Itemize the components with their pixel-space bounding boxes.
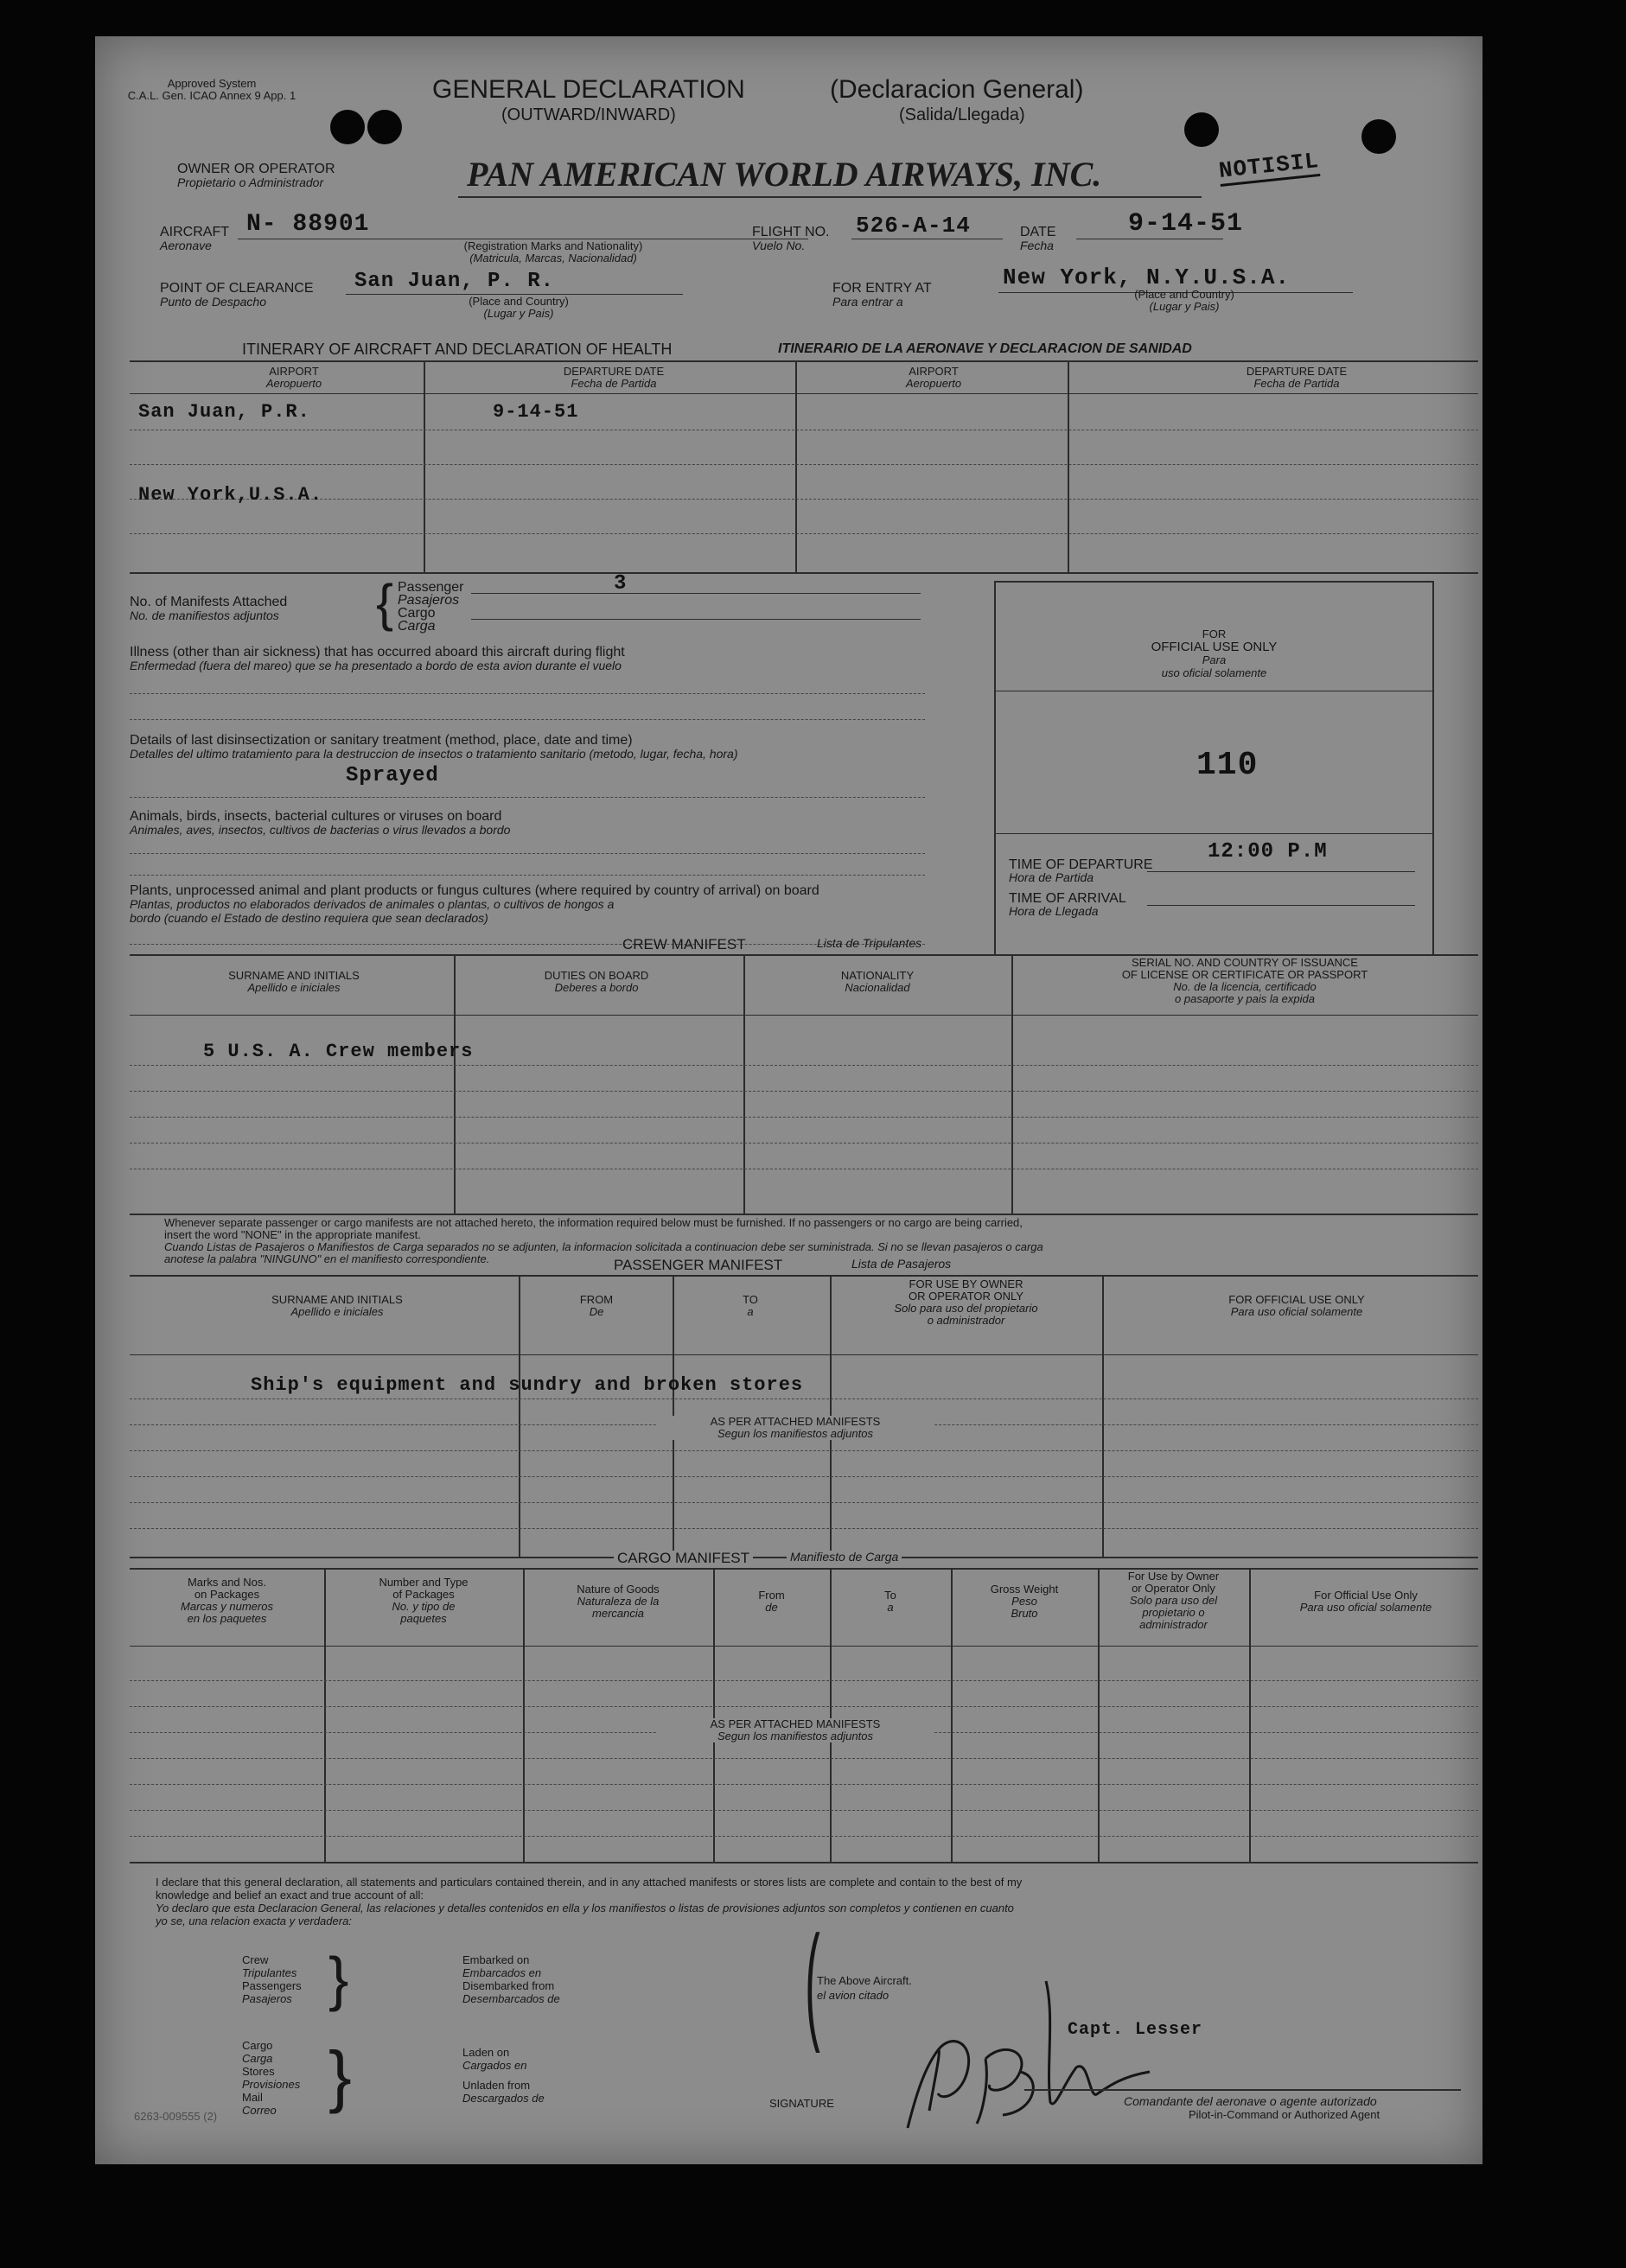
official-for: FOR xyxy=(1202,628,1227,640)
form-subtitle: (OUTWARD/INWARD) xyxy=(501,105,676,124)
declaration-form xyxy=(95,36,1483,2164)
entry-place-note xyxy=(1098,289,1271,313)
passenger-heading: PASSENGER MANIFEST xyxy=(614,1257,783,1273)
pax-attached-es: Segun los manifiestos adjuntos xyxy=(717,1427,873,1440)
punch-hole xyxy=(330,110,365,144)
crew-col-nationality xyxy=(748,970,1007,994)
cargo-col-packages xyxy=(328,1577,519,1625)
cargo-col-en: of Packages xyxy=(392,1588,455,1601)
signature-scribble xyxy=(890,1964,1176,2137)
col-airport-en: AIRPORT xyxy=(269,365,319,378)
entry-label: FOR ENTRY AT xyxy=(832,281,932,296)
cargo-col-en: For Use by Owner xyxy=(1127,1570,1220,1583)
declaration-line-es: yo se, una relacion exacta y verdadera: xyxy=(156,1914,352,1927)
decl-cargo: Cargo xyxy=(242,2039,273,2052)
clearance-label-es: Punto de Despacho xyxy=(160,295,266,309)
cargo-col-en: From xyxy=(758,1589,785,1602)
cargo-col-owner xyxy=(1102,1570,1245,1631)
crew-heading-es: Lista de Tripulantes xyxy=(817,936,922,950)
date-value: 9-14-51 xyxy=(1128,209,1244,239)
cargo-label-es: Carga xyxy=(398,619,436,634)
cargo-col-es: Solo para uso del xyxy=(1129,1594,1218,1607)
cargo-col-es: Peso xyxy=(1011,1595,1037,1608)
pax-col-from xyxy=(523,1294,670,1318)
decl-passengers-es: Pasajeros xyxy=(242,1992,292,2005)
stamp: NOTISIL xyxy=(1218,148,1321,187)
decl-crew: Crew xyxy=(242,1953,269,1966)
cargo-col-es: Para uso oficial solamente xyxy=(1299,1601,1432,1614)
cargo-col-es: Bruto xyxy=(1011,1607,1038,1620)
col-departure xyxy=(484,366,743,390)
cargo-col-weight xyxy=(955,1583,1094,1620)
captain-name: Capt. Lesser xyxy=(1068,2020,1203,2040)
aircraft-label: AIRCRAFT xyxy=(160,225,229,239)
itinerary-heading: ITINERARY OF AIRCRAFT AND DECLARATION OF HEALTH xyxy=(242,341,673,358)
clearance-label: POINT OF CLEARANCE xyxy=(160,281,314,296)
passenger-heading-es: Lista de Pasajeros xyxy=(851,1257,952,1271)
cargo-col-from xyxy=(717,1590,826,1614)
place-note-en: (Place and Country) xyxy=(469,295,569,308)
pax-col-owner-en: FOR USE BY OWNER xyxy=(909,1277,1023,1290)
col-airport-en: AIRPORT xyxy=(909,365,959,378)
entry-label-es: Para entrar a xyxy=(832,295,903,309)
pax-attached: AS PER ATTACHED MANIFESTS xyxy=(710,1415,881,1428)
pax-col-to-en: TO xyxy=(743,1293,758,1306)
col-departure-es: Fecha de Partida xyxy=(571,377,657,390)
crew-col-serial-en: SERIAL NO. AND COUNTRY OF ISSUANCE xyxy=(1132,956,1358,969)
decl-mail: Mail xyxy=(242,2091,263,2104)
cargo-col-es: mercancia xyxy=(592,1607,644,1620)
pax-col-official-en: FOR OFFICIAL USE ONLY xyxy=(1228,1293,1365,1306)
cargo-col-en: For Official Use Only xyxy=(1314,1589,1418,1602)
entry-value: New York, N.Y.U.S.A. xyxy=(1003,264,1291,290)
arrival-time-label: TIME OF ARRIVAL xyxy=(1009,891,1126,906)
pax-col-official xyxy=(1115,1294,1478,1318)
cargo-col-en: Nature of Goods xyxy=(577,1583,660,1596)
cargo-attached-es: Segun los manifiestos adjuntos xyxy=(717,1730,873,1742)
declaration-line: knowledge and belief an exact and true account of all: xyxy=(156,1889,424,1902)
decl-stores: Stores xyxy=(242,2065,275,2078)
registration-note xyxy=(380,240,726,264)
cargo-col-es: a xyxy=(887,1601,894,1614)
note-line: insert the word "NONE" in the appropriate manifest. xyxy=(164,1228,421,1241)
registration-note-en: (Registration Marks and Nationality) xyxy=(463,239,643,252)
cargo-col-es: en los paquetes xyxy=(187,1612,267,1625)
pax-col-owner xyxy=(834,1278,1098,1327)
crew-heading: CREW MANIFEST xyxy=(622,936,746,952)
clearance-place-note xyxy=(432,296,605,320)
departure-time-label: TIME OF DEPARTURE xyxy=(1009,857,1153,872)
pax-col-official-es: Para uso oficial solamente xyxy=(1230,1305,1363,1318)
crew-col-serial-es: o pasaporte y pais la expida xyxy=(1175,992,1315,1005)
decl-cargo-es: Carga xyxy=(242,2052,273,2065)
col-airport-es: Aeropuerto xyxy=(265,377,322,390)
decl-embark xyxy=(462,1953,560,2005)
manifests-label-es: No. de manifiestos adjuntos xyxy=(130,608,279,622)
col-departure-es: Fecha de Partida xyxy=(1253,377,1340,390)
registration-note-es: (Matricula, Marcas, Nacionalidad) xyxy=(469,252,637,264)
crew-col-duties xyxy=(467,970,726,994)
cargo-col-official xyxy=(1253,1590,1478,1614)
pax-col-owner-es: o administrador xyxy=(927,1314,1005,1327)
cargo-col-en: To xyxy=(884,1589,896,1602)
crew-col-serial-en: OF LICENSE OR CERTIFICATE OR PASSPORT xyxy=(1121,968,1368,981)
cargo-heading-es: Manifiesto de Carga xyxy=(787,1551,902,1564)
cargo-col-en: on Packages xyxy=(194,1588,260,1601)
itinerary-row-airport: New York,U.S.A. xyxy=(138,484,323,506)
approval-line: C.A.L. Gen. ICAO Annex 9 App. 1 xyxy=(127,89,297,102)
flight-label: FLIGHT NO. xyxy=(752,225,830,239)
animals-label: Animals, birds, insects, bacterial cultures or viruses on board xyxy=(130,809,502,824)
crew-entry: 5 U.S. A. Crew members xyxy=(203,1041,474,1062)
passenger-label-es: Pasajeros xyxy=(398,593,460,608)
date-label: DATE xyxy=(1020,225,1056,239)
form-title-es: (Declaracion General) xyxy=(830,75,1084,104)
cargo-col-es: administrador xyxy=(1139,1618,1208,1631)
cargo-col-nature xyxy=(527,1583,709,1620)
manifest-types xyxy=(398,581,464,633)
illness-label: Illness (other than air sickness) that has occurred aboard this aircraft during flight xyxy=(130,645,625,659)
form-number: 6263-009555 (2) xyxy=(134,2110,218,2123)
cargo-col-es: No. y tipo de xyxy=(392,1600,456,1613)
place-note-es: (Lugar y Pais) xyxy=(483,307,554,320)
manifests-label: No. of Manifests Attached xyxy=(130,595,288,609)
departure-time-value: 12:00 P.M xyxy=(1208,840,1328,863)
decl-unladen-es: Descargados de xyxy=(462,2092,545,2105)
pax-col-owner-en: OR OPERATOR ONLY xyxy=(909,1290,1023,1303)
crew-col-nationality-en: NATIONALITY xyxy=(840,969,915,982)
crew-col-name xyxy=(164,970,424,994)
punch-hole xyxy=(367,110,402,144)
cargo-col-en: Number and Type xyxy=(379,1576,469,1589)
col-departure-en: DEPARTURE DATE xyxy=(563,365,665,378)
cargo-heading: CARGO MANIFEST xyxy=(614,1551,753,1565)
decl-embarked: Embarked on xyxy=(462,1953,530,1966)
passenger-count: 3 xyxy=(614,572,628,596)
aircraft-value: N- 88901 xyxy=(246,211,370,238)
owner-label: OWNER OR OPERATOR xyxy=(177,162,335,176)
pax-col-name-es: Apellido e iniciales xyxy=(290,1305,384,1318)
decl-crew-es: Tripulantes xyxy=(242,1966,297,1979)
pax-col-owner-es: Solo para uso del propietario xyxy=(894,1302,1038,1315)
crew-col-serial-es: No. de la licencia, certificado xyxy=(1173,980,1317,993)
note-line-es: Cuando Listas de Pasajeros o Manifiestos de Carga separados no se adjunten, la informacion solicitada a continuacion debe ser suministrada. Si no se llevan pasajeros o carga xyxy=(164,1240,1043,1253)
cargo-col-marks xyxy=(134,1577,320,1625)
pax-col-to xyxy=(677,1294,824,1318)
decl-laden-es: Cargados en xyxy=(462,2059,527,2072)
decl-stores-es: Provisiones xyxy=(242,2078,301,2091)
place-note-es: (Lugar y Pais) xyxy=(1149,300,1220,313)
illness-label-es: Enfermedad (fuera del mareo) que se ha presentado a bordo de esta avion durante el vuelo xyxy=(130,659,622,672)
disinsection-label: Details of last disinsectization or sanitary treatment (method, place, date and time) xyxy=(130,733,633,748)
arrival-time-label-es: Hora de Llegada xyxy=(1009,904,1099,918)
brace: { xyxy=(376,574,394,632)
cargo-col-en: Gross Weight xyxy=(990,1583,1059,1596)
punch-hole xyxy=(1184,112,1219,147)
aircraft-label-es: Aeronave xyxy=(160,239,212,252)
decl-disembarked-es: Desembarcados de xyxy=(462,1992,560,2005)
itinerary-row-airport: San Juan, P.R. xyxy=(138,401,310,423)
decl-brace-2: } xyxy=(328,2037,352,2114)
col-airport xyxy=(207,366,380,390)
cargo-attached: AS PER ATTACHED MANIFESTS xyxy=(710,1717,881,1730)
crew-col-duties-en: DUTIES ON BOARD xyxy=(544,969,649,982)
crew-col-nationality-es: Nacionalidad xyxy=(845,981,910,994)
cargo-col-es: Marcas y numeros xyxy=(181,1600,273,1613)
official-number: 110 xyxy=(1196,747,1259,784)
note-line-es: anotese la palabra "NINGUNO" en el manifiesto correspondiente. xyxy=(164,1252,490,1265)
date-label-es: Fecha xyxy=(1020,239,1054,252)
col-airport-es: Aeropuerto xyxy=(905,377,962,390)
decl-aircraft: The Above Aircraft. xyxy=(817,1974,912,1987)
pax-col-name xyxy=(199,1294,475,1318)
pax-col-from-es: De xyxy=(589,1305,604,1318)
crew-col-duties-es: Deberes a bordo xyxy=(554,981,639,994)
pax-col-to-es: a xyxy=(747,1305,754,1318)
punch-hole xyxy=(1361,119,1396,154)
decl-brace: } xyxy=(328,1945,349,2012)
owner-label-es: Propietario o Administrador xyxy=(177,175,324,189)
signature-label: SIGNATURE xyxy=(769,2097,834,2110)
disinsection-label-es: Detalles del ultimo tratamiento para la destruccion de insectos o tratamiento sanitario (metodo, lugar, fecha, hora) xyxy=(130,747,738,761)
crew-col-serial xyxy=(1020,957,1470,1005)
form-title: GENERAL DECLARATION xyxy=(432,75,745,104)
plants-label: Plants, unprocessed animal and plant products or fungus cultures (where required by country of arrival) on board xyxy=(130,883,819,898)
passenger-entry: Ship's equipment and sundry and broken stores xyxy=(251,1374,804,1396)
approval-line: Approved System xyxy=(167,77,257,90)
plants-label-es-1: Plantas, productos no elaborados derivados de animales o plantas, o cultivos de hongos a xyxy=(130,897,615,911)
approval-note xyxy=(125,78,298,102)
pax-attached-note xyxy=(657,1416,934,1440)
plants-label-es-2: bordo (cuando el Estado de destino requiera que sean declarados) xyxy=(130,911,488,925)
decl-goods xyxy=(242,2039,300,2117)
departure-time-label-es: Hora de Partida xyxy=(1009,870,1094,884)
cargo-col-es: paquetes xyxy=(400,1612,447,1625)
crew-col-name-es: Apellido e iniciales xyxy=(247,981,341,994)
animals-label-es: Animales, aves, insectos, cultivos de bacterias o virus llevados a bordo xyxy=(130,823,511,837)
flight-label-es: Vuelo No. xyxy=(752,239,806,252)
cargo-col-en: or Operator Only xyxy=(1132,1582,1215,1595)
cargo-attached-note xyxy=(657,1718,934,1742)
cargo-col-to xyxy=(834,1590,947,1614)
official-use-label-es: uso oficial solamente xyxy=(1161,666,1267,679)
official-para: Para xyxy=(1202,653,1227,666)
cargo-col-es: Naturaleza de la xyxy=(577,1595,660,1608)
crew-col-name-en: SURNAME AND INITIALS xyxy=(228,969,360,982)
decl-laden: Laden on xyxy=(462,2046,510,2059)
col-departure-2 xyxy=(1167,366,1426,390)
cargo-label: Cargo xyxy=(398,606,436,621)
official-use-box xyxy=(994,581,1434,956)
cargo-col-en: Marks and Nos. xyxy=(187,1576,267,1589)
note-line: Whenever separate passenger or cargo manifests are not attached hereto, the information required below must be furnished. If no passengers or no cargo are being carried, xyxy=(164,1216,1023,1229)
decl-lading xyxy=(462,2046,545,2105)
place-note-en: (Place and Country) xyxy=(1134,288,1234,301)
itinerary-heading-es: ITINERARIO DE LA AERONAVE Y DECLARACION DE SANIDAD xyxy=(778,341,1192,356)
col-departure-en: DEPARTURE DATE xyxy=(1246,365,1348,378)
declaration-line: I declare that this general declaration, all statements and particulars contained therein, and in any attached manifests or stores lists are complete and contain to the best of my xyxy=(156,1876,1023,1889)
decl-unladen: Unladen from xyxy=(462,2079,531,2092)
cargo-col-es: propietario o xyxy=(1142,1606,1205,1619)
decl-passengers: Passengers xyxy=(242,1979,302,1992)
declaration-line-es: Yo declaro que esta Declaracion General, las relaciones y detalles contenidos en ella y los manifiestos o listas de provisiones adjuntos son completos y contienen en cuanto xyxy=(156,1902,1014,1914)
official-use-label: OFFICIAL USE ONLY xyxy=(1151,640,1278,654)
commander-label-es: Comandante del aeronave o agente autorizado xyxy=(1124,2094,1377,2108)
passenger-label: Passenger xyxy=(398,580,464,595)
owner-value: PAN AMERICAN WORLD AIRWAYS, INC. xyxy=(467,155,1102,194)
official-use-header xyxy=(996,628,1432,679)
pax-col-from-en: FROM xyxy=(579,1293,614,1306)
col-airport-2 xyxy=(847,366,1020,390)
decl-aircraft-es: el avion citado xyxy=(817,1989,890,2002)
decl-mail-es: Correo xyxy=(242,2104,277,2117)
form-subtitle-es: (Salida/Llegada) xyxy=(899,105,1025,124)
decl-people xyxy=(242,1953,302,2005)
decl-bracket: ( xyxy=(805,1908,820,2054)
decl-disembarked: Disembarked from xyxy=(462,1979,555,1992)
manifest-note xyxy=(164,1217,1478,1265)
flight-value: 526-A-14 xyxy=(856,213,971,239)
pax-col-name-en: SURNAME AND INITIALS xyxy=(271,1293,403,1306)
itinerary-row-date: 9-14-51 xyxy=(493,401,579,423)
cargo-col-es: de xyxy=(765,1601,778,1614)
decl-embarked-es: Embarcados en xyxy=(462,1966,542,1979)
disinsection-value: Sprayed xyxy=(346,764,439,787)
clearance-value: San Juan, P. R. xyxy=(354,270,555,293)
commander-label: Pilot-in-Command or Authorized Agent xyxy=(1189,2108,1381,2121)
